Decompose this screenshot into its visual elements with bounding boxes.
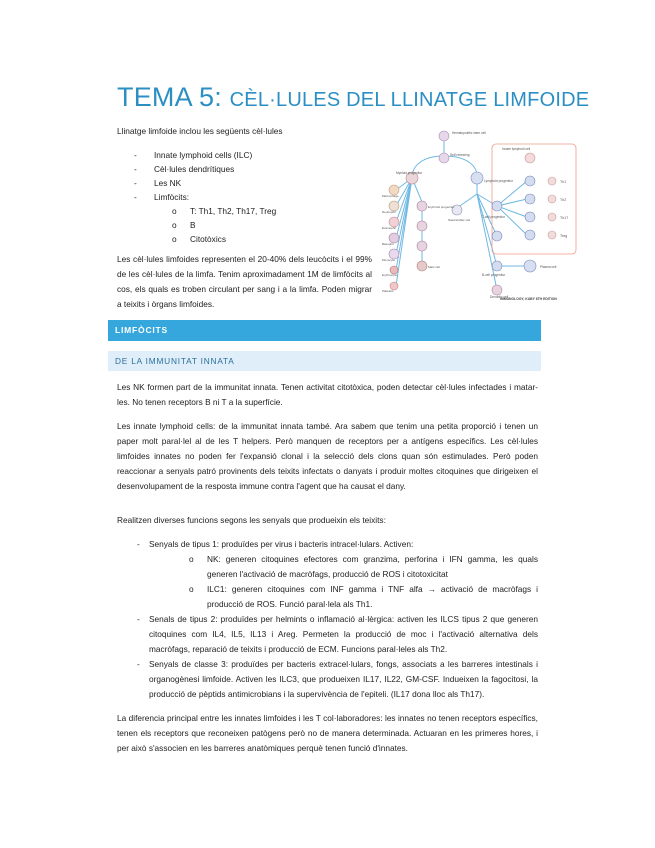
section-heading-limfocits: LIMFÒCITS: [108, 320, 541, 341]
fig-label: Lymphoid progenitor: [484, 179, 513, 183]
dash-marker: -: [134, 164, 137, 174]
fig-label: Th2: [560, 198, 567, 202]
fig-label: B-cell progenitor: [482, 273, 506, 277]
list-item: [134, 148, 276, 162]
fig-label: Treg: [560, 234, 568, 238]
sub-list-item: [149, 582, 538, 612]
list-item: [117, 657, 538, 702]
fig-label: Platelets: [382, 289, 394, 293]
list-item-text: Les NK: [154, 178, 182, 188]
sub-list-item: [154, 218, 276, 232]
fig-label: Erythrocyte: [382, 273, 398, 277]
title-rest: CÈL·LULES DEL LLINATGE LIMFOIDE: [229, 89, 590, 111]
intro-text: Llinatge limfoide inclou les següents cèl·lules: [117, 126, 283, 136]
fig-label: Erythroid progenitor: [428, 205, 455, 209]
fig-label: Th17: [560, 216, 569, 220]
list-item: [134, 162, 276, 176]
sub-item-text: ILC1: generen citoquines com INF gamma i TNF alfa → activació de macròfags i producció de ROS. Funció paral·lela als Th1.: [207, 584, 538, 609]
list-item: [134, 190, 276, 246]
dash-marker: -: [137, 539, 140, 549]
sub-list-item: [154, 232, 276, 246]
list-item: [134, 176, 276, 190]
list-item-text: Senyals de tipus 1: produïdes per virus i bacteris intracel·lulars. Activen:: [149, 539, 414, 549]
sub-item-text: B: [190, 220, 196, 230]
title-main: TEMA 5:: [117, 82, 222, 112]
final-paragraph: La diferencia principal entre les innates limfoides i les T col·laboradores: les innates no tenen receptors específics, tenen els receptors que reconeixen patògens però no de manera determinada. Actuaran en les primeres hores, i per això s'associen en les barreres anatòmiques perquè tenen funció d'innates.: [117, 713, 538, 753]
lymphoid-percentage-paragraph: Les cèl·lules limfoides representen el 20-40% dels leucòcits i el 99% de les cèl·lules de la limfa. Tenim aproximadament 1M de limfòcits al cos, els quals es troben circulant per sang i a la limfa. Poden migrar a teixits i òrgans limfoides.: [117, 254, 372, 309]
sub-list: [154, 204, 276, 246]
list-item-text: Cèl·lules dendrítiques: [154, 164, 235, 174]
fig-label: Neutrophil: [382, 210, 396, 214]
functions-intro: Realitzen diverses funcions segons les senyals que produeixin els teixits:: [117, 515, 386, 525]
ilc-paragraph: Les innate lymphoid cells: de la immunitat innata també. Ara sabem que tenim una petita proporció i tenen un paper molt paral·lel al de les T helpers. Però manquen de receptors per a antígens específics. Les cèl·lules limfoides innates no poden fer l'expansió clonal i la selecció dels clons quan són estimulades. Però poden reaccionar a senyals patró provinents dels teixits infectats o danyats i produir moltes citoquines que dirigeixen el desenvolupament de la resposta immune contra l'agent que ha causat el dany.: [117, 421, 538, 491]
fig-label: Th1: [560, 180, 567, 184]
list-item-text: Limfòcits:: [154, 192, 190, 202]
fig-label: Innate lymphoid cell: [502, 147, 531, 151]
hematopoiesis-figure: [382, 126, 582, 301]
cell-icons: [389, 131, 556, 295]
o-marker: o: [172, 206, 177, 216]
list-item: [117, 537, 538, 612]
list-item-text: Senyals de classe 3: produïdes per bacteris extracel·lulars, fongs, associats a les barreres intestinals i organogènesi limfoide. Activen les ILC3, que produeixen IL17, IL22, GM-CSF. Indueixen la fagocitosi, la producció de pèptids antimicrobians i la supervivència de l'epiteli. (IL17 dona lloc als Th17).: [149, 659, 538, 699]
nk-paragraph: Les NK formen part de la immunitat innata. Tenen activitat citotòxica, poden detectar cèl·lules infectades i matar-les. No tenen receptors B ni T a la superfície.: [117, 382, 538, 407]
sub-list: [149, 552, 538, 612]
fig-label: T-cell progenitor: [482, 215, 505, 219]
list-item-text: Senals de tipus 2: produïdes per helmints o inflamació al·lèrgica: activen les ILCS tipus 2 que generen citoquines com IL4, IL5, IL13 i Areg. Permeten la producció de moc i l'activació alternativa dels macròfags, reparació de teixits i producció de ECM. Funcions paral·leles als Th2.: [149, 614, 538, 654]
subsection-heading-immunitat-innata: DE LA IMMUNITAT INNATA: [108, 351, 541, 371]
fig-label: Eosinophil: [382, 226, 396, 230]
sub-item-text: Citotòxics: [190, 234, 226, 244]
page-title: [117, 82, 589, 113]
cell-type-list: [134, 148, 276, 246]
fig-label: Plasma cell: [540, 265, 557, 269]
figure-caption: IMMUNOLOGY, KUBY 6TH EDITION: [500, 297, 557, 301]
o-marker: o: [189, 554, 194, 564]
fig-label: Basophil: [382, 242, 394, 246]
signal-types-list: [117, 537, 538, 702]
o-marker: o: [172, 234, 177, 244]
fig-label: Dendritic cell: [490, 295, 509, 299]
fig-label: Macrophage: [382, 194, 399, 198]
dash-marker: -: [134, 192, 137, 202]
dash-marker: -: [137, 659, 140, 669]
sub-list-item: [149, 552, 538, 582]
fig-label: Myeloid progenitor: [396, 171, 423, 175]
list-item-text: Innate lymphoid cells (ILC): [154, 150, 253, 160]
sub-list-item: [154, 204, 276, 218]
fig-label: Natural killer cell: [448, 218, 471, 222]
fig-label: Monocyte: [382, 258, 396, 262]
o-marker: o: [189, 584, 194, 594]
fig-label-hsc: Hematopoietic stem cell: [452, 131, 486, 135]
sub-item-text: T: Th1, Th2, Th17, Treg: [190, 206, 277, 216]
sub-item-text: NK: generen citoquines efectores com granzima, perforina i IFN gamma, les quals generen l'activació de macròfags, producció de ROS i citotoxicitat: [207, 554, 538, 579]
dash-marker: -: [134, 150, 137, 160]
dash-marker: -: [137, 614, 140, 624]
fig-label-self-renewing: Self-renewing: [450, 153, 470, 157]
list-item: [117, 612, 538, 657]
o-marker: o: [172, 220, 177, 230]
dash-marker: -: [134, 178, 137, 188]
fig-label: Mast cell: [428, 265, 440, 269]
